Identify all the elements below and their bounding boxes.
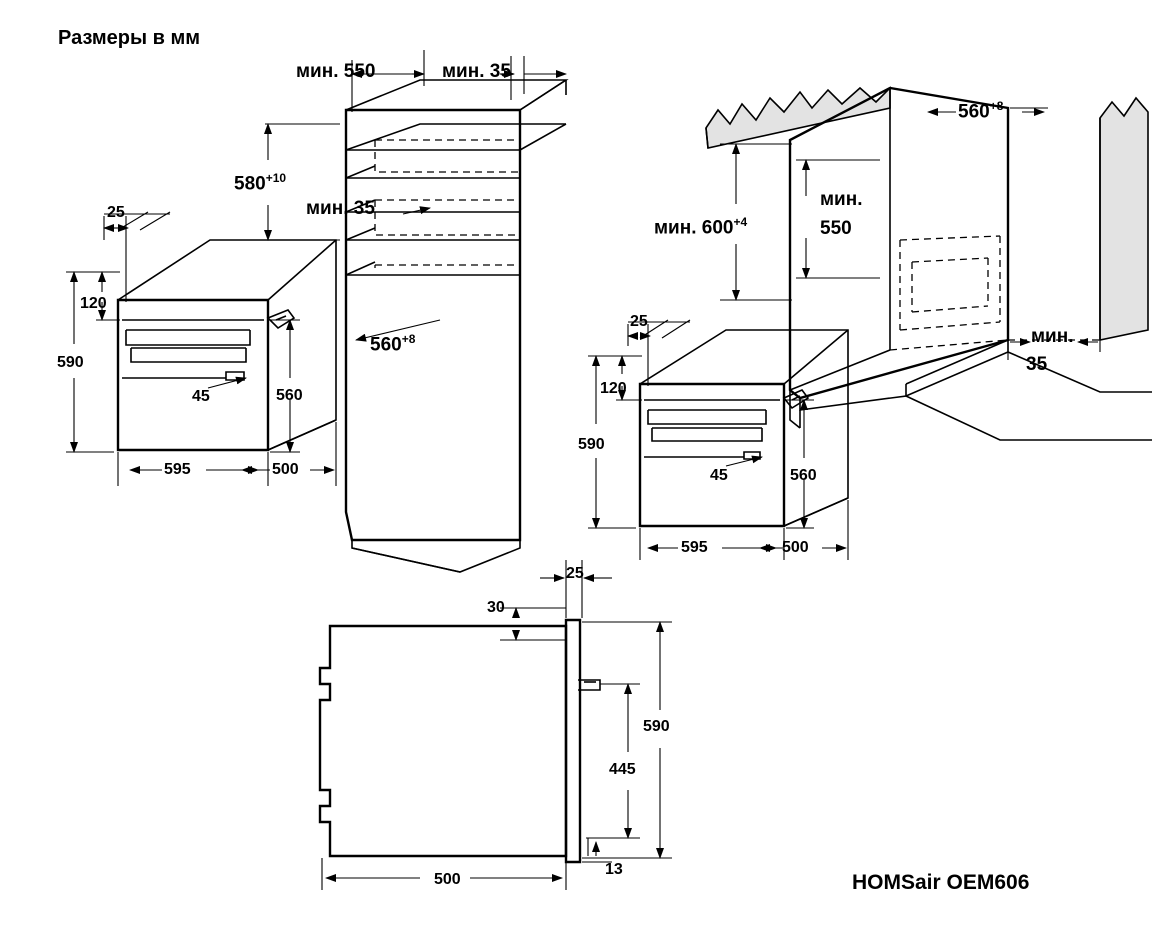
label-right-25: 25 [630, 313, 648, 330]
niche-isometric-view [706, 88, 1152, 440]
label-right-560: 560 [790, 467, 817, 484]
label-left-25: 25 [107, 204, 125, 221]
label-iso-min-35-b: 35 [1026, 354, 1048, 375]
label-iso-min: мин. [820, 189, 863, 210]
label-left-590: 590 [57, 354, 84, 371]
label-height-580-value: 580 [234, 173, 266, 195]
label-right-120: 120 [600, 380, 627, 397]
label-top-445: 445 [609, 761, 636, 778]
label-top-13: 13 [605, 861, 623, 878]
oven-side-view [320, 560, 672, 890]
label-right-595: 595 [681, 539, 708, 556]
model-label: HOMSair OEM606 [852, 871, 1030, 894]
label-width-560-front-value: 560 [370, 334, 402, 356]
label-left-500: 500 [272, 461, 299, 478]
page-title: Размеры в мм [58, 27, 201, 49]
label-iso-min-35-a: мин. [1031, 326, 1074, 347]
label-left-120: 120 [80, 295, 107, 312]
label-top-25: 25 [566, 565, 584, 582]
label-min-550: мин. 550 [296, 61, 376, 82]
label-left-45: 45 [192, 388, 210, 405]
label-top-500: 500 [434, 871, 461, 888]
label-left-560: 560 [276, 387, 303, 404]
oven-front-view-right [588, 320, 848, 560]
label-min-35-top: мин. 35 [442, 61, 511, 82]
label-iso-560-tol: +8 [989, 99, 1004, 113]
label-right-45: 45 [710, 467, 728, 484]
label-min-35-mid: мин. 35 [306, 198, 375, 219]
label-iso-min-600-tol: +4 [733, 215, 748, 229]
label-iso-min-550: 550 [820, 218, 852, 239]
label-top-590: 590 [643, 718, 670, 735]
label-right-590: 590 [578, 436, 605, 453]
label-iso-560-value: 560 [958, 101, 990, 123]
label-left-595: 595 [164, 461, 191, 478]
oven-front-view-left [66, 212, 336, 486]
label-iso-min-600-value: мин. 600 [654, 217, 734, 239]
label-right-500: 500 [782, 539, 809, 556]
label-width-560-front-tol: +8 [401, 332, 416, 346]
label-top-30: 30 [487, 599, 505, 616]
niche-front-view [265, 50, 566, 572]
label-height-580-tol: +10 [265, 171, 287, 185]
